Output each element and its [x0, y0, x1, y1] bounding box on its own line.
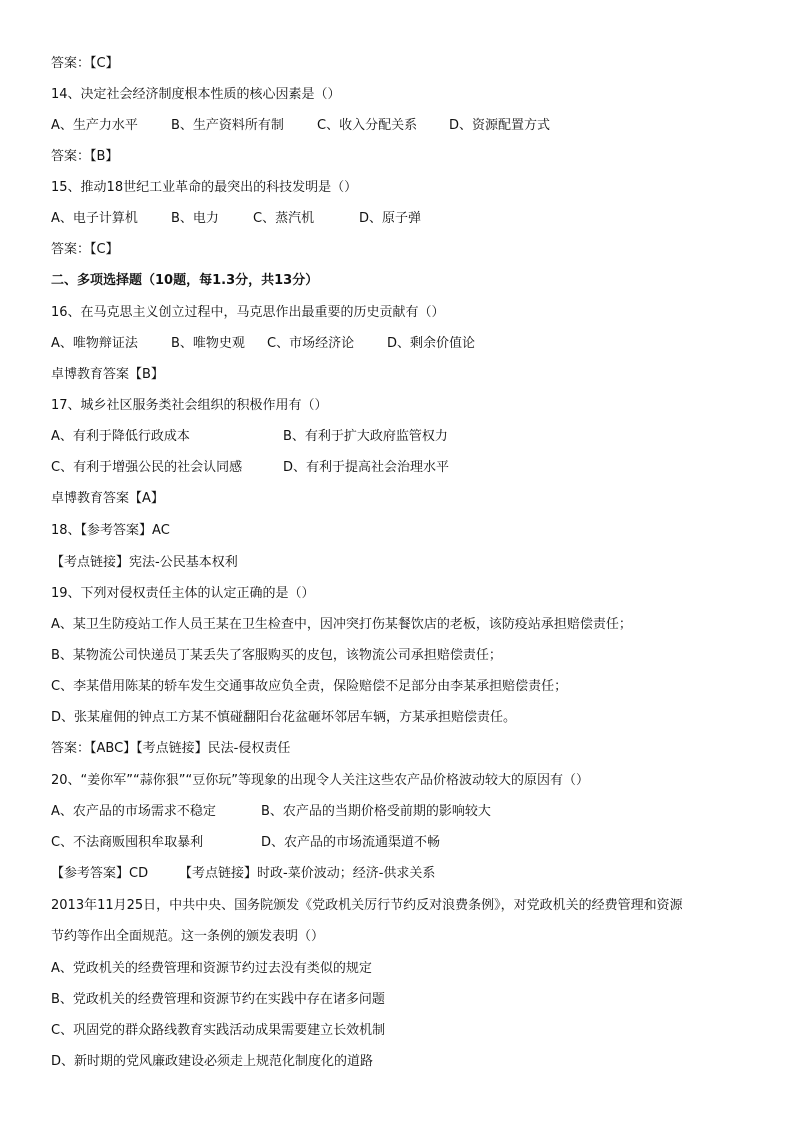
q14-option-d: D、资源配置方式	[449, 118, 551, 133]
q21-option-a: A、党政机关的经费管理和资源节约过去没有类似的规定	[51, 961, 372, 976]
q16-answer: 卓博教育答案【B】	[51, 367, 164, 382]
q15-answer: 答案：【C】	[51, 242, 119, 257]
q21-option-d: D、新时期的党风廉政建设必须走上规范化制度化的道路	[51, 1054, 374, 1069]
q16-option-a: A、唯物辩证法	[51, 336, 138, 351]
q20-option-c: C、不法商贩囤积牟取暴利	[51, 835, 204, 850]
q17-option-c: C、有利于增强公民的社会认同感	[51, 460, 243, 475]
q21-option-c: C、巩固党的群众路线教育实践活动成果需要建立长效机制	[51, 1023, 386, 1038]
q18-answer: 18、【参考答案】AC	[51, 523, 170, 538]
q19-answer: 答案：【ABC】【考点链接】民法-侵权责任	[51, 741, 291, 756]
q20-answer: 【参考答案】CD	[51, 866, 149, 881]
section2-heading: 二、多项选择题（10题，每1.3分，共13分）	[51, 273, 319, 288]
q17-option-d: D、有利于提高社会治理水平	[283, 460, 450, 475]
q21-stem-line1: 2013年11月25日，中共中央、国务院颁发《党政机关厉行节约反对浪费条例》，对党政机关的经费管理和资源	[51, 898, 683, 913]
q21-stem-line2: 节约等作出全面规范。这一条例的颁发表明（）	[51, 929, 325, 944]
q19-option-a: A、某卫生防疫站工作人员王某在卫生检查中，因冲突打伤某餐饮店的老板，该防疫站承担赔偿责任；	[51, 617, 632, 632]
q20-option-a: A、农产品的市场需求不稳定	[51, 804, 216, 819]
q18-link: 【考点链接】宪法-公民基本权利	[51, 555, 238, 570]
q15-stem: 15、推动18世纪工业革命的最突出的科技发明是（）	[51, 180, 358, 195]
q14-answer: 答案：【B】	[51, 149, 119, 164]
q20-option-d: D、农产品的市场流通渠道不畅	[261, 835, 441, 850]
q14-option-a: A、生产力水平	[51, 118, 138, 133]
q19-option-c: C、李某借用陈某的轿车发生交通事故应负全责，保险赔偿不足部分由李某承担赔偿责任；	[51, 679, 568, 694]
q20-option-b: B、农产品的当期价格受前期的影响较大	[261, 804, 491, 819]
q15-option-a: A、电子计算机	[51, 211, 138, 226]
q14-stem: 14、决定社会经济制度根本性质的核心因素是（）	[51, 87, 341, 102]
q16-option-d: D、剩余价值论	[387, 336, 476, 351]
q19-stem: 19、下列对侵权责任主体的认定正确的是（）	[51, 586, 315, 601]
q14-option-b: B、生产资料所有制	[171, 118, 284, 133]
q16-option-b: B、唯物史观	[171, 336, 245, 351]
q17-option-b: B、有利于扩大政府监管权力	[283, 429, 448, 444]
q15-option-d: D、原子弹	[359, 211, 422, 226]
q20-link: 【考点链接】时政-菜价波动；经济-供求关系	[179, 866, 436, 881]
q17-answer: 卓博教育答案【A】	[51, 491, 164, 506]
q17-option-a: A、有利于降低行政成本	[51, 429, 190, 444]
q15-option-b: B、电力	[171, 211, 219, 226]
q16-stem: 16、在马克思主义创立过程中，马克思作出最重要的历史贡献有（）	[51, 305, 445, 320]
q17-stem: 17、城乡社区服务类社会组织的积极作用有（）	[51, 398, 328, 413]
q19-option-b: B、某物流公司快递员丁某丢失了客服购买的皮包，该物流公司承担赔偿责任；	[51, 648, 502, 663]
q20-stem: 20、“姜你军”“蒜你狠”“豆你玩”等现象的出现令人关注这些农产品价格波动较大的原因有（）	[51, 773, 589, 788]
q16-option-c: C、市场经济论	[267, 336, 355, 351]
q15-option-c: C、蒸汽机	[253, 211, 315, 226]
q21-option-b: B、党政机关的经费管理和资源节约在实践中存在诸多问题	[51, 992, 385, 1007]
q14-option-c: C、收入分配关系	[317, 118, 418, 133]
q19-option-d: D、张某雇佣的钟点工方某不慎碰翻阳台花盆砸坏邻居车辆，方某承担赔偿责任。	[51, 710, 517, 725]
q13-answer: 答案：【C】	[51, 56, 119, 71]
